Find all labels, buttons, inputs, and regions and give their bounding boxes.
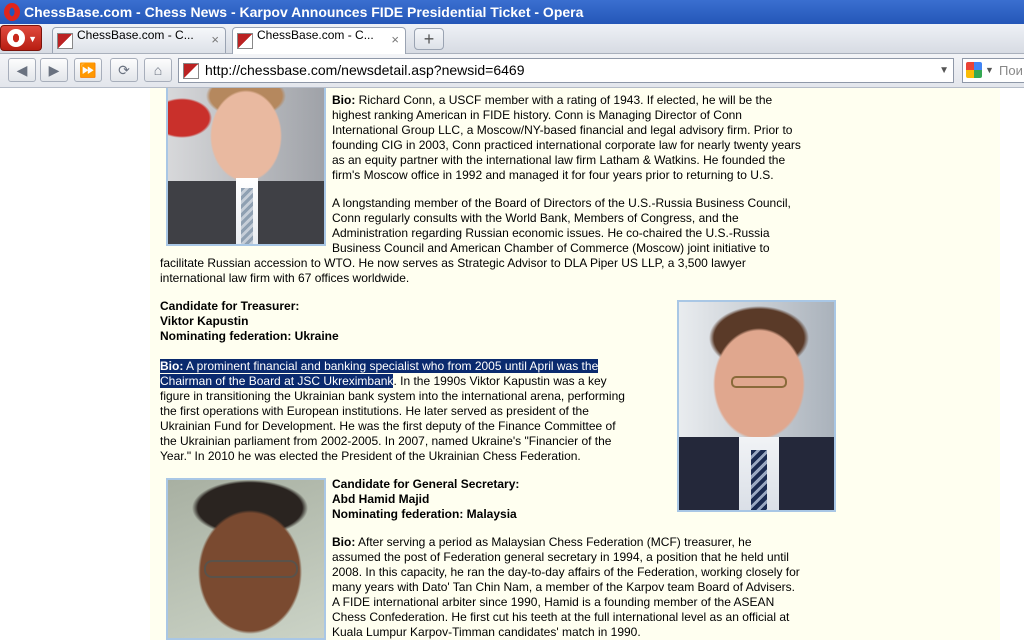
bio-text: A prominent financial and banking specialist who from 2005 until April was the [183, 359, 599, 373]
search-placeholder: Пои [999, 63, 1023, 78]
paragraph-line: Business Council and American Chamber of Commerce (Moscow) joint initiative to [332, 241, 770, 255]
bio-line: founding CIG in 2003, Conn practiced international corporate law for nearly twenty years [332, 138, 801, 152]
tab-bar [0, 24, 1024, 54]
bio-line: as an equity partner with the international law firm Latham & Watkins. He founded the [332, 153, 786, 167]
search-field[interactable] [962, 58, 1024, 83]
bio-line: Ukrainian Fund for Development. He was the first deputy of the Finance Committee of [160, 419, 616, 433]
forward-arrow-icon: ▶ [48, 62, 60, 78]
bio-line [160, 374, 670, 389]
bio-text: After serving a period as Malaysian Chess Federation (MCF) treasurer, he [355, 535, 752, 549]
bio-line: 2008. In this capacity, he ran the day-to-day affairs of the Federation, working closely for [332, 565, 800, 579]
bio-line [332, 93, 852, 108]
close-tab-icon[interactable]: × [391, 32, 399, 47]
bio-line: highest ranking American in FIDE history. Conn is Managing Director of Conn [332, 108, 742, 122]
opera-logo-icon [7, 29, 25, 47]
paragraph-line: Conn regularly consults with the World Bank, Members of Congress, and the [332, 211, 739, 225]
home-icon: ⌂ [153, 62, 163, 78]
tab-label: ChessBase.com - C... [257, 28, 374, 42]
bio-line: Chess Confederation. He first cut his teeth at the full international level as an official at [332, 610, 790, 624]
bio-line: the first operations with European institutions. He later served as president of the [160, 404, 589, 418]
conn-paragraph-2 [332, 196, 852, 256]
abd-hamid-majid-photo [166, 478, 326, 640]
majid-heading [332, 477, 732, 522]
bio-line [332, 535, 852, 550]
chessbase-favicon-icon [237, 33, 253, 49]
window-title: ChessBase.com - Chess News - Karpov Announces FIDE Presidential Ticket - Opera [24, 4, 584, 20]
bio-label: Bio: [332, 535, 356, 549]
conn-paragraph-2-cont [160, 256, 850, 286]
tab-label: ChessBase.com - C... [77, 28, 194, 42]
bio-text: . In the 1990s Viktor Kapustin was a key [393, 374, 607, 388]
back-arrow-icon: ◀ [16, 62, 28, 78]
selected-text[interactable] [160, 359, 598, 373]
fast-forward-button[interactable] [74, 58, 102, 82]
window-titlebar [0, 0, 1024, 24]
bio-line: A FIDE international arbiter since 1990, Hamid is a founding member of the ASEAN [332, 595, 775, 609]
bio-text: Richard Conn, a USCF member with a rating of 1943. If elected, he will be the [355, 93, 773, 107]
fast-forward-icon: ⏩ [79, 62, 97, 78]
paragraph-line: facilitate Russian accession to WTO. He now serves as Strategic Advisor to DLA Piper US LLP, a 3,500 lawyer [160, 256, 746, 270]
reload-button[interactable] [110, 58, 138, 82]
page-viewport [0, 88, 1024, 640]
navigation-bar [0, 54, 1024, 88]
paragraph-line: A longstanding member of the Board of Directors of the U.S.-Russia Business Council, [332, 196, 791, 210]
search-engine-dropdown-icon[interactable]: ▼ [985, 65, 994, 75]
tab-chessbase-2[interactable] [232, 27, 406, 54]
candidate-role: Candidate for General Secretary: [332, 477, 520, 491]
chessbase-favicon-icon [57, 33, 73, 49]
url-text[interactable]: http://chessbase.com/newsdetail.asp?newsid=6469 [205, 62, 525, 78]
candidate-federation: Nominating federation: Ukraine [160, 329, 339, 343]
bio-label: Bio: [160, 359, 184, 373]
address-field[interactable] [178, 58, 954, 83]
bio-line: Year." In 2010 he was elected the President of the Ukrainian Chess Federation. [160, 449, 581, 463]
reload-icon: ⟳ [118, 62, 130, 78]
bio-line: figure in transitioning the Ukrainian bank system into the international arena, performing [160, 389, 625, 403]
paragraph-line: international law firm with 67 offices worldwide. [160, 271, 410, 285]
back-button[interactable] [8, 58, 36, 82]
bio-line [160, 359, 670, 374]
paragraph-line: Administration regarding Russian economic issues. He co-chaired the U.S.-Russia [332, 226, 770, 240]
bio-line: firm's Moscow office in 1992 and managed it for four years prior to returning to U.S. [332, 168, 774, 182]
close-tab-icon[interactable]: × [211, 32, 219, 47]
bio-line: Kuala Lumpur Karpov-Timman candidates' match in 1990. [332, 625, 641, 639]
kapustin-heading [160, 299, 560, 344]
bio-line: the Ukrainian parliament from 2002-2005. In 2007, named Ukraine's "Financier of the [160, 434, 612, 448]
bio-line: International Group LLC, a Moscow/NY-based financial and legal advisory firm. Prior to [332, 123, 793, 137]
address-dropdown-icon[interactable]: ▼ [939, 65, 949, 76]
home-button[interactable] [144, 58, 172, 82]
richard-conn-photo [166, 88, 326, 246]
chevron-down-icon: ▼ [28, 34, 37, 44]
bio-line: assumed the post of Federation general secretary in 1994, a position that he held until [332, 550, 789, 564]
opera-menu-button[interactable] [0, 25, 42, 51]
candidate-name: Abd Hamid Majid [332, 492, 430, 506]
bio-label: Bio: [332, 93, 356, 107]
opera-logo-icon [4, 3, 20, 21]
candidate-role: Candidate for Treasurer: [160, 299, 300, 313]
selected-text[interactable]: Chairman of the Board at JSC Ukreximbank [160, 374, 394, 388]
candidate-federation: Nominating federation: Malaysia [332, 507, 517, 521]
majid-bio [332, 535, 852, 640]
bio-line: many years with Dato' Tan Chin Nam, a member of the Karpov team Board of Advisers. [332, 580, 795, 594]
candidate-name: Viktor Kapustin [160, 314, 249, 328]
forward-button[interactable] [40, 58, 68, 82]
chessbase-favicon-icon [183, 63, 199, 79]
kapustin-bio [160, 359, 670, 464]
conn-bio [332, 93, 852, 183]
google-search-engine-icon[interactable] [966, 62, 982, 78]
tab-chessbase-1[interactable] [52, 27, 226, 53]
new-tab-button[interactable]: + [414, 28, 444, 50]
